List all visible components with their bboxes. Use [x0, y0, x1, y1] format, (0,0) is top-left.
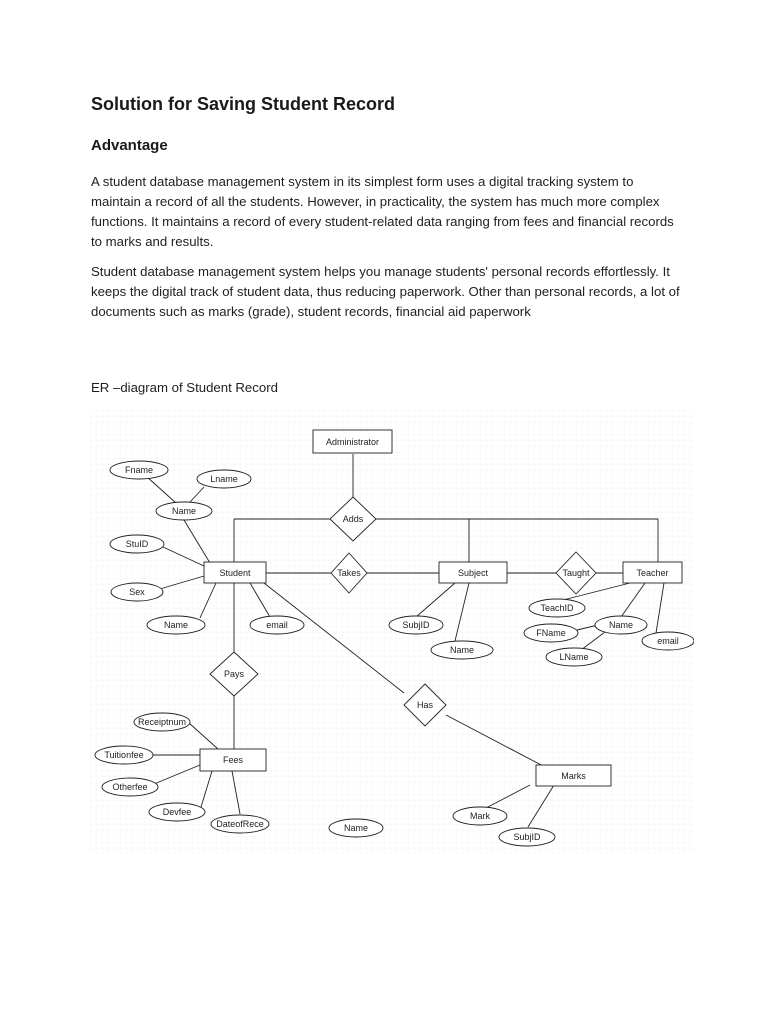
attribute-mark: [453, 807, 507, 825]
diagram-caption: ER –diagram of Student Record: [91, 380, 278, 395]
document-title: Solution for Saving Student Record: [91, 94, 396, 114]
attribute-receiptnum: [134, 713, 190, 731]
svg-text:Name: Name: [171, 506, 197, 516]
svg-text:SubjID: SubjID: [402, 620, 430, 630]
entity-marks: [536, 765, 611, 786]
svg-text:StuID: StuID: [125, 539, 149, 549]
svg-text:Otherfee: Otherfee: [112, 782, 148, 792]
attribute-teacher-name: [595, 616, 647, 634]
entity-administrator: [313, 430, 392, 453]
attribute-teacher-lname: [546, 648, 602, 666]
entity-student: [204, 562, 266, 583]
attribute-marks-subjid: [499, 828, 555, 846]
svg-text:LName: LName: [559, 652, 589, 662]
svg-text:Fees: Fees: [222, 755, 244, 765]
attribute-sex: [111, 583, 163, 601]
svg-text:Devfee: Devfee: [162, 807, 192, 817]
attribute-stuid: [110, 535, 164, 553]
svg-text:Sex: Sex: [129, 587, 145, 597]
svg-text:email: email: [266, 620, 288, 630]
svg-text:Lname: Lname: [210, 474, 238, 484]
svg-text:FName: FName: [536, 628, 566, 638]
attribute-subject-name: [431, 641, 493, 659]
attribute-teachid: [529, 599, 585, 617]
svg-text:Pays: Pays: [223, 669, 245, 679]
svg-text:Student: Student: [219, 568, 251, 578]
attribute-name-composite: [156, 502, 212, 520]
er-diagram: [90, 410, 694, 854]
svg-text:Taught: Taught: [562, 568, 590, 578]
attribute-student-email: [250, 616, 304, 634]
svg-text:Has: Has: [416, 700, 434, 710]
entity-fees: [200, 749, 266, 771]
svg-text:Administrator: Administrator: [325, 437, 380, 447]
attribute-teacher-email: [642, 632, 694, 650]
attribute-student-name: [147, 616, 205, 634]
svg-text:TeachID: TeachID: [540, 603, 574, 613]
svg-text:Subject: Subject: [457, 568, 489, 578]
svg-text:Adds: Adds: [342, 514, 364, 524]
attribute-stray-name: [329, 819, 383, 837]
svg-text:Name: Name: [343, 823, 369, 833]
entity-subject: [439, 562, 507, 583]
attribute-devfee: [149, 803, 205, 821]
paragraph-1: A student database management system in its simplest form uses a digital tracking system to maintain a record of all the students. However, in practicality, the system has much more complex functions. It maintains a record of every student-related data ranging from fees and financial records to marks and results.: [91, 174, 674, 249]
attribute-subjid: [389, 616, 443, 634]
svg-text:Name: Name: [449, 645, 475, 655]
attribute-dateofrece: [211, 815, 269, 833]
svg-text:Mark: Mark: [470, 811, 490, 821]
entity-teacher: [623, 562, 682, 583]
svg-text:Fname: Fname: [124, 465, 154, 475]
svg-text:DateofRece: DateofRece: [216, 819, 264, 829]
section-heading-advantage: Advantage: [91, 137, 168, 154]
paragraph-2: Student database management system helps you manage students' personal records effortlessly. It keeps the digital track of student data, thus reducing paperwork. Other than personal records, a lot of documents such as marks (grade), student records, financial aid paperwork: [91, 264, 680, 319]
attribute-fname: [110, 461, 168, 479]
svg-text:email: email: [657, 636, 679, 646]
svg-text:Name: Name: [608, 620, 634, 630]
attribute-teacher-fname: [524, 624, 578, 642]
attribute-tuitionfee: [95, 746, 153, 764]
svg-text:Marks: Marks: [561, 771, 586, 781]
svg-text:Tuitionfee: Tuitionfee: [104, 750, 144, 760]
attribute-lname: [197, 470, 251, 488]
svg-text:SubjID: SubjID: [513, 832, 541, 842]
svg-text:Takes: Takes: [337, 568, 361, 578]
attribute-otherfee: [102, 778, 158, 796]
svg-text:Receiptnum: Receiptnum: [137, 717, 187, 727]
svg-text:Teacher: Teacher: [636, 568, 669, 578]
svg-text:Name: Name: [163, 620, 189, 630]
